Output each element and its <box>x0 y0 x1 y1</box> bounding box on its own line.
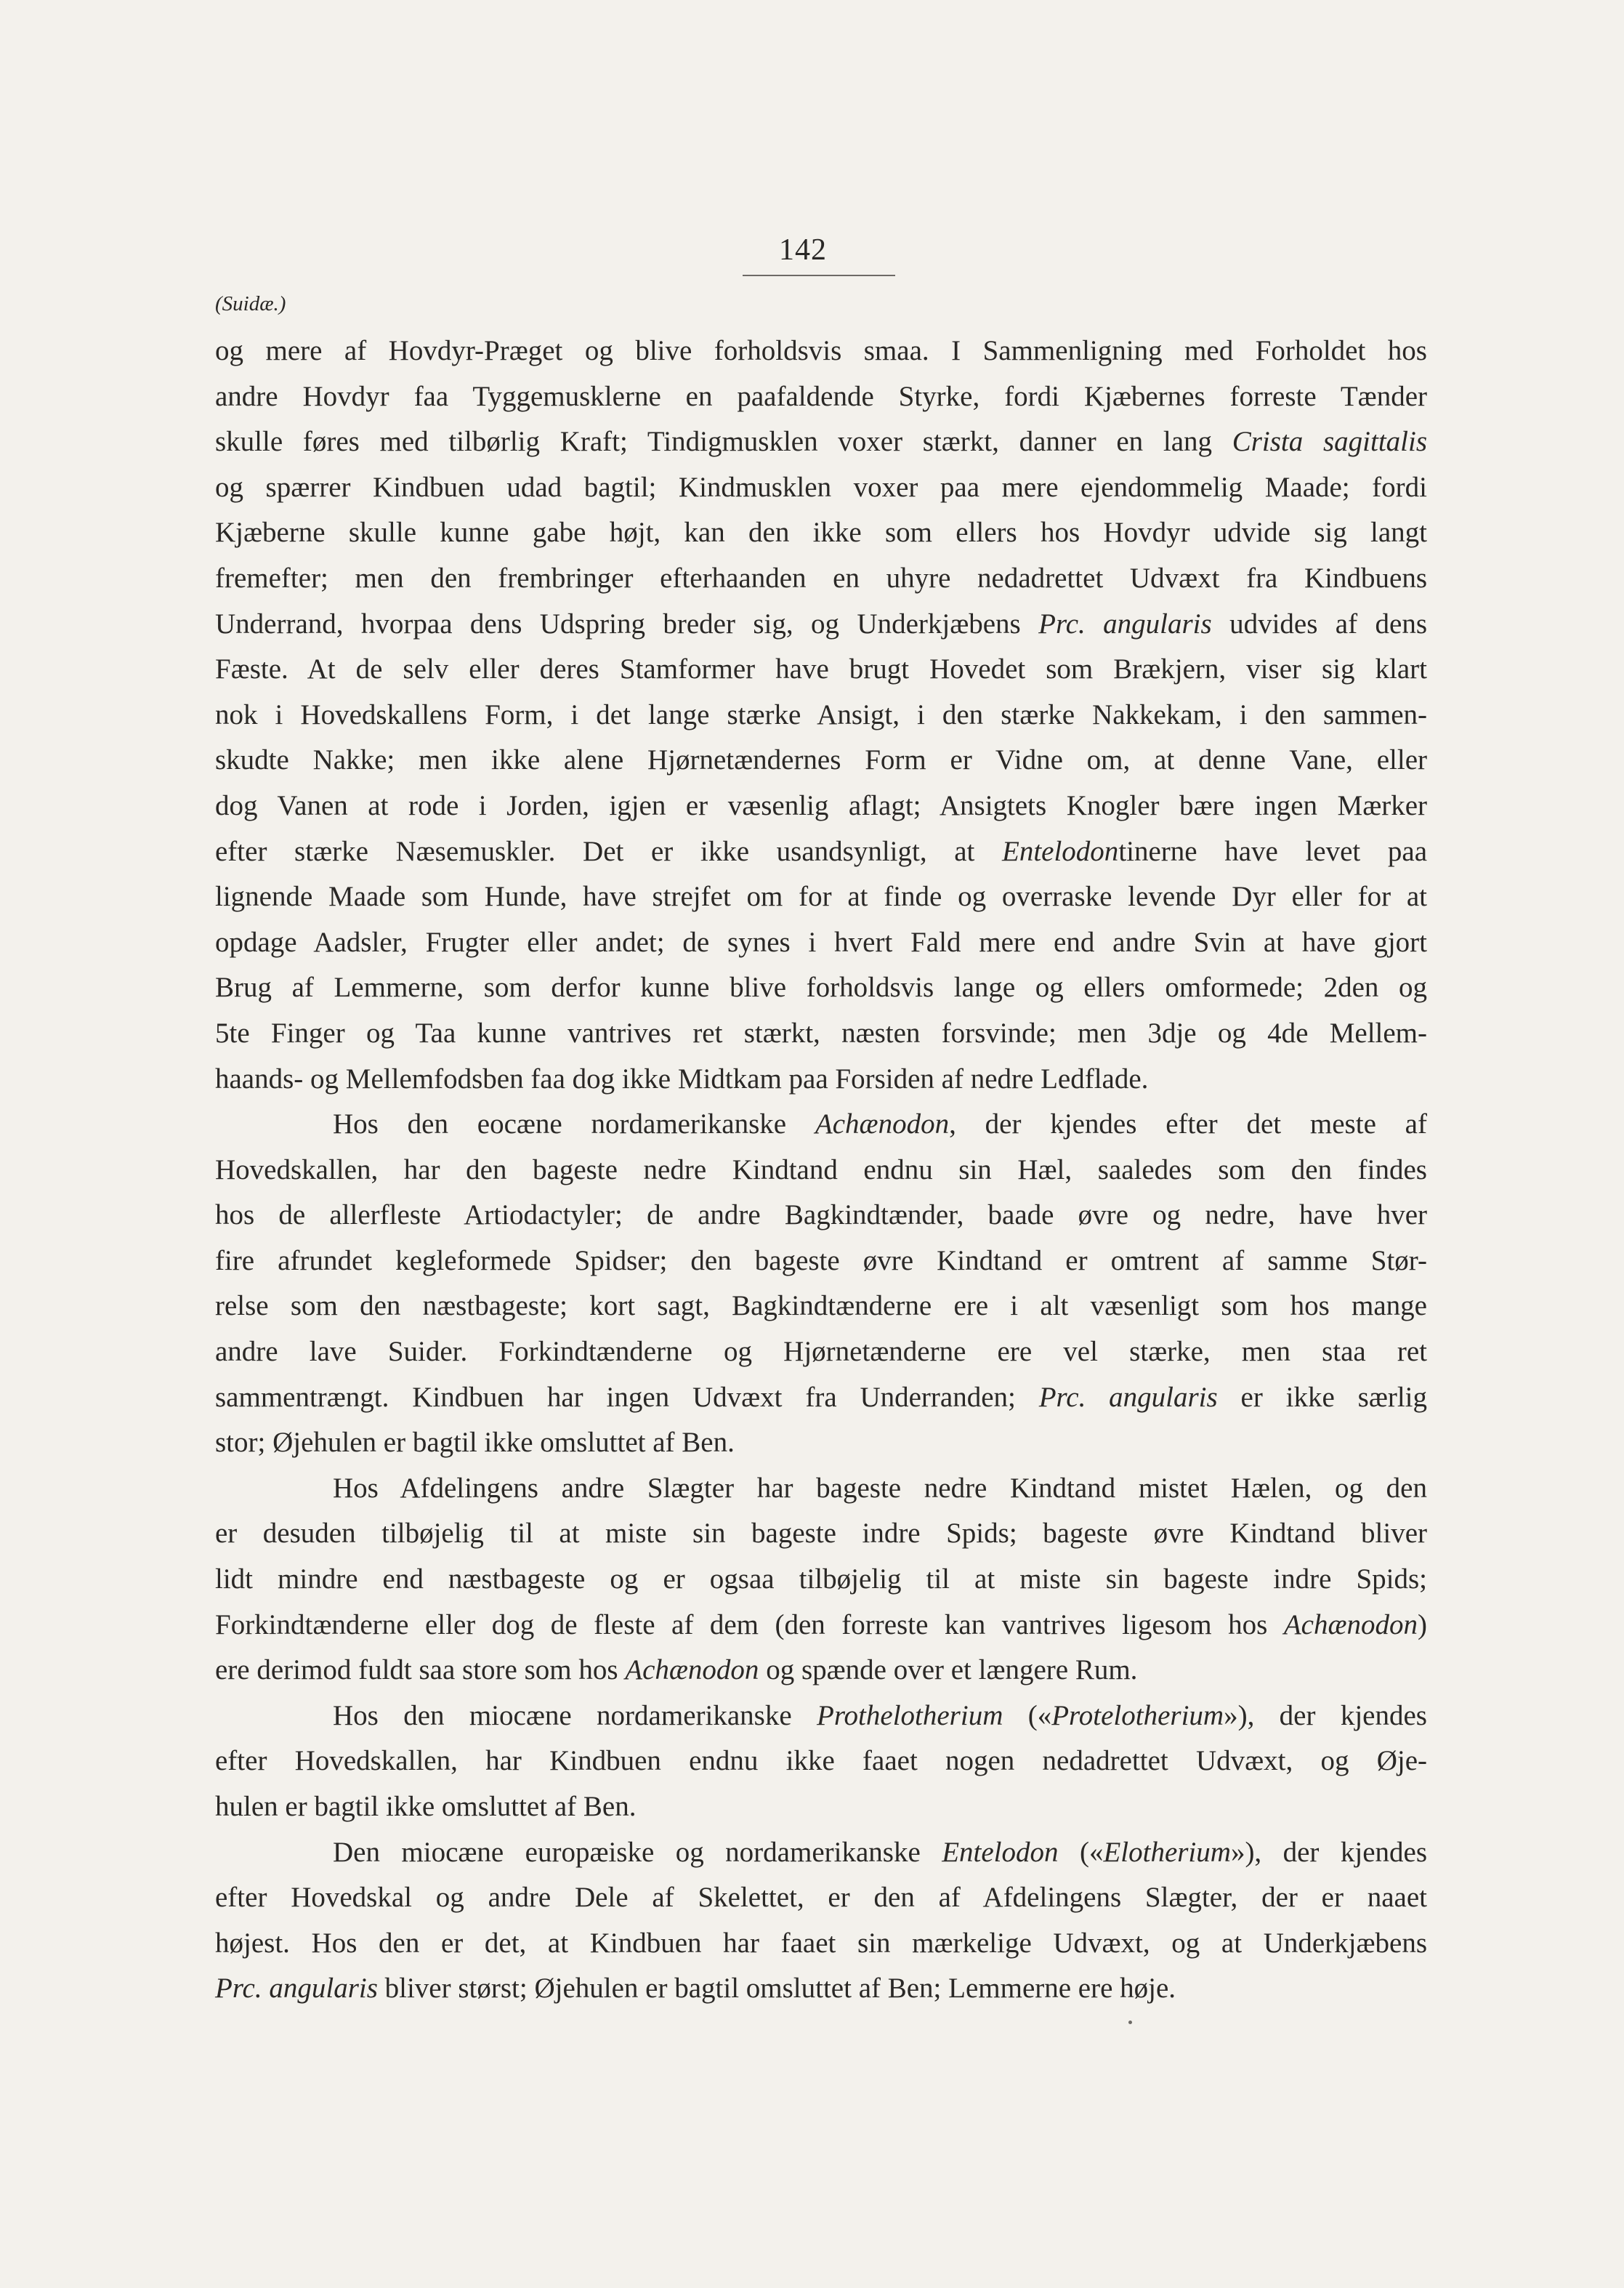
page-number-rule <box>743 275 895 276</box>
text-line: Kjæberne skulle kunne gabe højt, kan den ikke som ellers hos Hovdyr udvide sig langt <box>215 517 1427 549</box>
text-line: Prc. angularis bliver størst; Øjehulen er bagtil omsluttet af Ben; Lemmerne ere høje. <box>215 1973 1176 2005</box>
body-text <box>215 329 1427 2012</box>
text-line: Hos den eocæne nordamerikanske Achænodon, der kjendes efter det meste af <box>333 1108 1427 1140</box>
paragraph-1 <box>215 329 1427 1102</box>
paragraph-3 <box>215 1466 1427 1693</box>
text-line: 5te Finger og Taa kunne vantrives ret stærkt, næsten forsvinde; men 3dje og 4de Mellem- <box>215 1017 1427 1049</box>
paragraph-4 <box>215 1693 1427 1830</box>
text-line: Forkindtænderne eller dog de fleste af dem (den forreste kan vantrives ligesom hos Achænodon) <box>215 1608 1427 1640</box>
text-line: Underrand, hvorpaa dens Udspring breder sig, og Underkjæbens Prc. angularis udvides af dens <box>215 608 1427 640</box>
text-line: skudte Nakke; men ikke alene Hjørnetændernes Form er Vidne om, at denne Vane, eller <box>215 744 1427 776</box>
text-line: højest. Hos den er det, at Kindbuen har faaet sin mærkelige Udvæxt, og at Underkjæbens <box>215 1927 1427 1959</box>
text-line: nok i Hovedskallens Form, i det lange stærke Ansigt, i den stærke Nakkekam, i den sammen- <box>215 698 1427 730</box>
text-line: efter Hovedskallen, har Kindbuen endnu ikke faaet nogen nedadrettet Udvæxt, og Øje- <box>215 1745 1427 1777</box>
text-line: sammentrængt. Kindbuen har ingen Udvæxt fra Underranden; Prc. angularis er ikke særlig <box>215 1381 1427 1413</box>
text-line: og mere af Hovdyr-Præget og blive forholdsvis smaa. I Sammenligning med Forholdet hos <box>215 335 1427 366</box>
text-line: fire afrundet kegleformede Spidser; den bageste øvre Kindtand er omtrent af samme Stør- <box>215 1244 1427 1276</box>
paragraph-2 <box>215 1102 1427 1466</box>
text-line: Fæste. At de selv eller deres Stamformer have brugt Hovedet som Brækjern, viser sig klart <box>215 653 1427 685</box>
text-line: stor; Øjehulen er bagtil ikke omsluttet af Ben. <box>215 1427 735 1459</box>
paragraph-5 <box>215 1830 1427 2012</box>
text-line: relse som den næstbageste; kort sagt, Bagkindtænderne ere i alt væsenligt som hos mange <box>215 1290 1427 1322</box>
text-line: fremefter; men den frembringer efterhaanden en uhyre nedadrettet Udvæxt fra Kindbuens <box>215 562 1427 594</box>
text-line: Hos Afdelingens andre Slægter har bageste nedre Kindtand mistet Hælen, og den <box>333 1472 1427 1504</box>
text-line: Hovedskallen, har den bageste nedre Kindtand endnu sin Hæl, saaledes som den findes <box>215 1153 1427 1185</box>
text-line: og spærrer Kindbuen udad bagtil; Kindmusklen voxer paa mere ejendommelig Maade; fordi <box>215 471 1427 503</box>
text-line: Brug af Lemmerne, som derfor kunne blive forholdsvis lange og ellers omformede; 2den og <box>215 972 1427 1004</box>
text-line: skulle føres med tilbørlig Kraft; Tindigmusklen voxer stærkt, danner en lang Crista sagittalis <box>215 426 1427 458</box>
text-line: Hos den miocæne nordamerikanske Prothelotherium («Protelotherium»), der kjendes <box>333 1699 1427 1731</box>
text-line: efter Hovedskal og andre Dele af Skelettet, er den af Afdelingens Slægter, der er naaet <box>215 1882 1427 1914</box>
text-line: andre Hovdyr faa Tyggemusklerne en paafaldende Styrke, fordi Kjæbernes forreste Tænder <box>215 380 1427 412</box>
text-line: lidt mindre end næstbageste og er ogsaa tilbøjelig til at miste sin bageste indre Spids; <box>215 1563 1427 1595</box>
text-line: efter stærke Næsemuskler. Det er ikke usandsynligt, at Entelodontinerne have levet paa <box>215 835 1428 867</box>
text-line: andre lave Suider. Forkindtænderne og Hjørnetænderne ere vel stærke, men staa ret <box>215 1336 1427 1368</box>
text-line: lignende Maade som Hunde, have strejfet om for at finde og overraske levende Dyr eller for at <box>215 881 1427 913</box>
page-number: 142 <box>779 233 827 267</box>
text-line: Den miocæne europæiske og nordamerikanske Entelodon («Elotherium»), der kjendes <box>333 1836 1427 1868</box>
text-line: opdage Aadsler, Frugter eller andet; de synes i hvert Fald mere end andre Svin at have gjort <box>215 926 1427 958</box>
text-line: haands- og Mellemfodsben faa dog ikke Midtkam paa Forsiden af nedre Ledflade. <box>215 1063 1149 1095</box>
text-line: ere derimod fuldt saa store som hos Achænodon og spænde over et længere Rum. <box>215 1654 1138 1686</box>
stray-mark <box>1128 2021 1132 2024</box>
text-line: hulen er bagtil ikke omsluttet af Ben. <box>215 1791 637 1822</box>
text-line: dog Vanen at rode i Jorden, igjen er væsenlig aflagt; Ansigtets Knogler bære ingen Mærker <box>215 789 1427 821</box>
text-line: hos de allerfleste Artiodactyler; de andre Bagkindtænder, baade øvre og nedre, have hver <box>215 1199 1427 1231</box>
section-label: (Suidæ.) <box>215 292 286 315</box>
text-line: er desuden tilbøjelig til at miste sin bageste indre Spids; bageste øvre Kindtand bliver <box>215 1518 1427 1550</box>
